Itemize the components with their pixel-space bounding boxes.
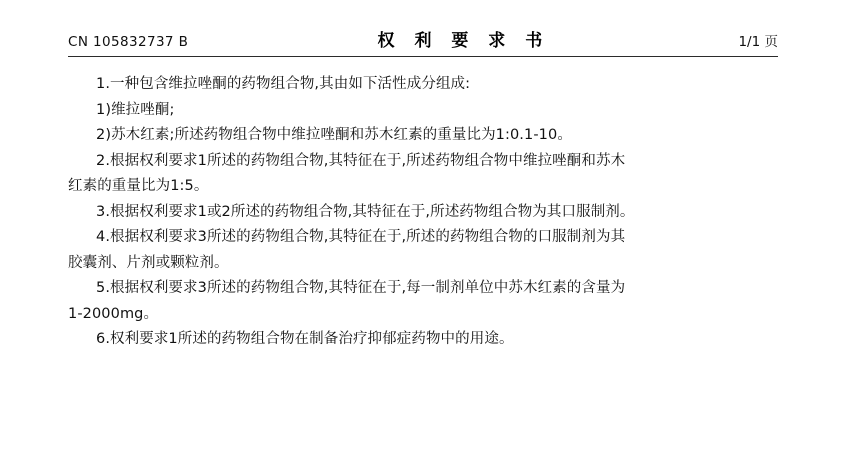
claim-paragraph: 2)苏木红素;所述药物组合物中维拉唑酮和苏木红素的重量比为1:0.1-10。: [96, 127, 572, 143]
header-row: [68, 26, 778, 52]
document-title: 权 利 要 求 书: [377, 31, 550, 51]
page-header: [68, 26, 778, 60]
claim-paragraph: 1-2000mg。: [68, 305, 159, 322]
header-divider: [68, 56, 778, 57]
claim-paragraph: 红素的重量比为1:5。: [68, 178, 209, 194]
claims-body: [68, 72, 780, 353]
claim-paragraph: 1.一种包含维拉唑酮的药物组合物,其由如下活性成分组成:: [96, 76, 471, 92]
claim-paragraph: 1)维拉唑酮;: [96, 101, 175, 118]
claim-paragraph: 6.权利要求1所述的药物组合物在制备治疗抑郁症药物中的用途。: [96, 331, 514, 347]
claim-paragraph: 3.根据权利要求1或2所述的药物组合物,其特征在于,所述药物组合物为其口服制剂。: [96, 203, 635, 220]
page-number: 1/1 页: [738, 34, 778, 50]
claim-paragraph: 2.根据权利要求1所述的药物组合物,其特征在于,所述药物组合物中维拉唑酮和苏木: [96, 152, 626, 169]
claim-paragraph: 5.根据权利要求3所述的药物组合物,其特征在于,每一制剂单位中苏木红素的含量为: [96, 280, 626, 296]
claim-paragraph: 胶囊剂、片剂或颗粒剂。: [68, 254, 229, 271]
patent-number: CN 105832737 B: [68, 34, 189, 50]
claim-paragraph: 4.根据权利要求3所述的药物组合物,其特征在于,所述的药物组合物的口服制剂为其: [96, 229, 626, 245]
